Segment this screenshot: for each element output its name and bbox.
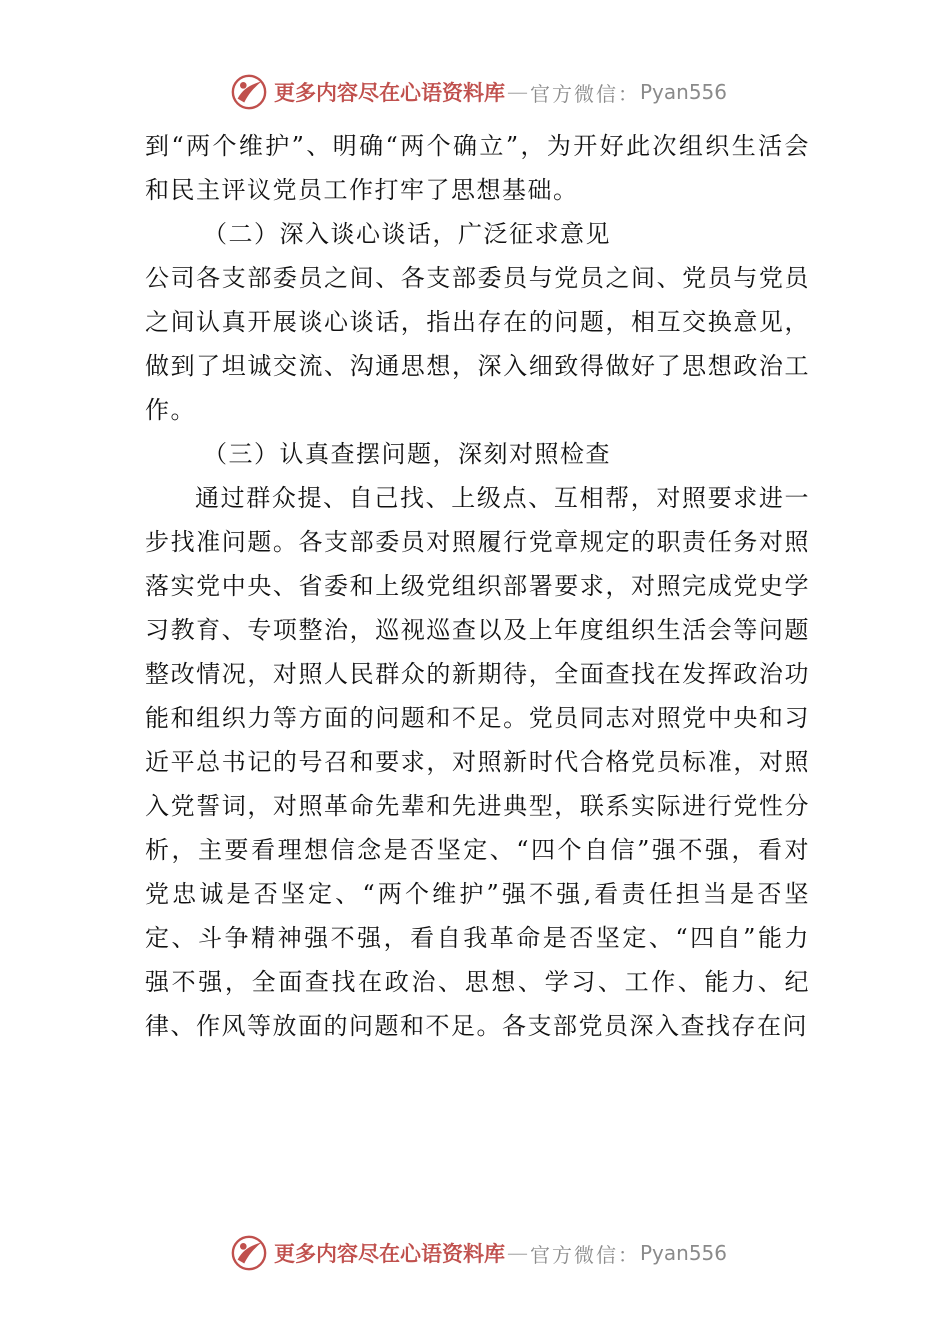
watermark-contact-label: 官方微信： <box>530 1242 640 1267</box>
watermark-text: 更多内容尽在心语资料库 <box>274 80 505 105</box>
watermark-separator: — <box>507 80 528 104</box>
watermark-contact-label: 官方微信： <box>530 81 640 106</box>
paragraph-talks: 公司各支部委员之间、各支部委员与党员之间、党员与党员之间认真开展谈心谈话，指出存在的问题，相互交换意见，做到了坦诚交流、沟通思想，深入细致得做好了思想政治工作。 <box>145 264 810 424</box>
footer-watermark <box>230 1233 727 1273</box>
header-watermark <box>230 72 727 112</box>
watermark-contact-id: Pyan556 <box>640 1241 728 1265</box>
watermark-contact-id: Pyan556 <box>640 80 728 104</box>
watermark-text: 更多内容尽在心语资料库 <box>274 1241 505 1266</box>
document-body <box>145 124 810 1048</box>
logo-icon <box>230 73 268 111</box>
watermark-separator: — <box>507 1241 528 1265</box>
paragraph-problems: 通过群众提、自己找、上级点、互相帮，对照要求进一步找准问题。各支部委员对照履行党章规定的职责任务对照落实党中央、省委和上级党组织部署要求，对照完成党史学习教育、专项整治，巡视巡查以及上年度组织生活会等问题整改情况，对照人民群众的新期待，全面查找在发挥政治功能和组织力等方面的问题和不足。党员同志对照党中央和习近平总书记的号召和要求，对照新时代合格党员标准，对照入党誓词，对照革命先辈和先进典型，联系实际进行党性分析，主要看理想信念是否坚定、“四个自信”强不强，看对党忠诚是否坚定、“两个维护”强不强,看责任担当是否坚定、斗争精神强不强，看自我革命是否坚定、“四自”能力强不强，全面查找在政治、思想、学习、工作、能力、纪律、作风等放面的问题和不足。各支部党员深入查找存在问 <box>145 484 810 1040</box>
logo-icon <box>230 1234 268 1272</box>
section-heading-3: （三）认真查摆问题，深刻对照检查 <box>203 440 611 468</box>
paragraph-continuation: 到“两个维护”、明确“两个确立”，为开好此次组织生活会和民主评议党员工作打牢了思想基础。 <box>145 132 810 204</box>
section-heading-2: （二）深入谈心谈话，广泛征求意见 <box>203 220 611 248</box>
